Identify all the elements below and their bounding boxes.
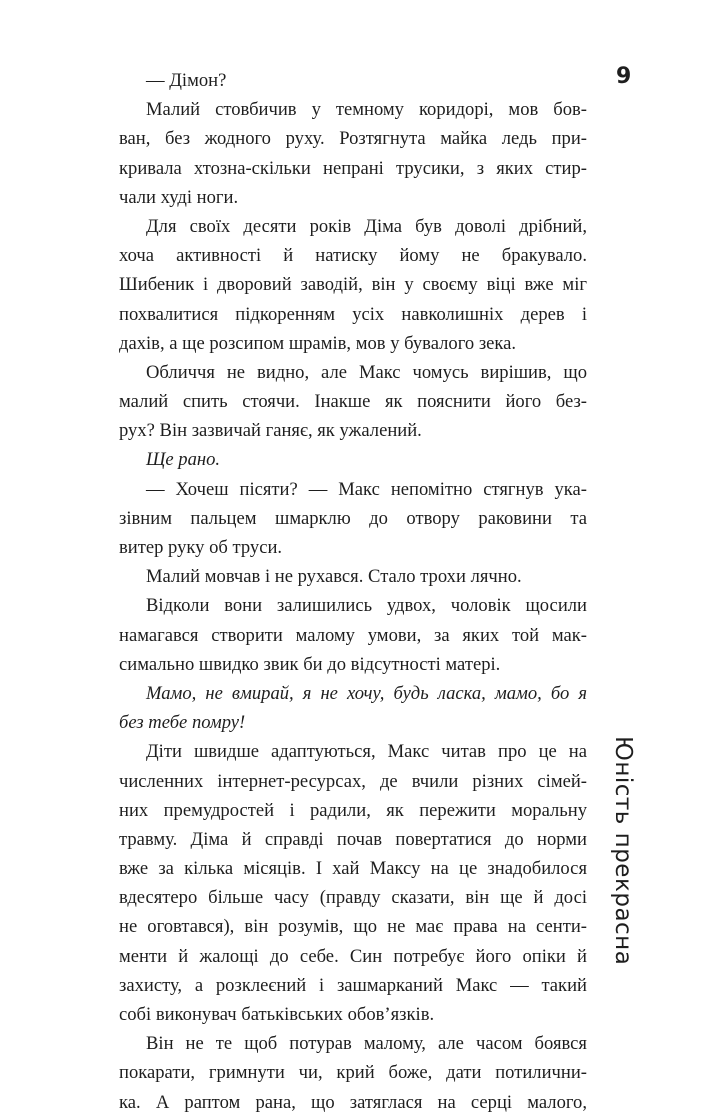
running-title xyxy=(606,736,640,966)
text-line: намагався створити малому умови, за яких той мак- xyxy=(119,624,587,646)
text-line: них премудростей і радили, як пережити моральну xyxy=(119,799,587,821)
text-line: Відколи вони залишились удвох, чоловік щосили xyxy=(146,595,587,617)
text-line: Ще рано. xyxy=(146,449,221,471)
text-line: кривала хтозна-скільки непрані трусики, з яких стир- xyxy=(119,157,587,179)
text-line: Він не те щоб потурав малому, але часом боявся xyxy=(146,1033,587,1055)
text-line: витер руку об труси. xyxy=(119,537,283,558)
text-line: травму. Діма й справді почав повертатися до норми xyxy=(119,828,587,850)
text-line: малий спить стоячи. Інакше як пояснити його без- xyxy=(119,391,587,413)
text-line: покарати, гримнути чи, крий боже, дати потилични- xyxy=(119,1062,587,1084)
text-line: менти й жалощі до себе. Син потребує його опіки й xyxy=(119,945,587,967)
text-line: хоча активності й натиску йому не бракувало. xyxy=(119,245,587,267)
text-line: дахів, а ще розсипом шрамів, мов у бувалого зека. xyxy=(119,332,517,354)
text-line: вже за кілька місяців. І хай Максу на це знадобилося xyxy=(119,858,587,880)
text-line: симально швидко звик би до відсутності матері. xyxy=(119,653,501,675)
text-line: чали худі ноги. xyxy=(119,186,239,208)
body-text xyxy=(119,66,587,1117)
text-line: зівним пальцем шмарклю до отвору раковини та xyxy=(119,507,587,529)
text-line: численних інтернет-ресурсах, де вчили різних сімей- xyxy=(119,770,587,792)
text-line: — Хочеш пісяти? — Макс непомітно стягнув ука- xyxy=(146,478,587,500)
text-line: Малий стовбичив у темному коридорі, мов бов- xyxy=(146,99,587,121)
text-line: рух? Він зазвичай ганяє, як ужалений. xyxy=(119,420,422,442)
text-line: — Дімон? xyxy=(146,70,227,91)
text-line: не оговтався), він розумів, що не має права на сенти- xyxy=(119,916,587,938)
text-line: собі виконувач батьківських обов’язків. xyxy=(119,1004,435,1025)
text-line: Для своїх десяти років Діма був доволі дрібний, xyxy=(146,215,587,237)
text-line: ка. А раптом рана, що затяглася на серці малого, xyxy=(119,1091,587,1113)
text-line: захисту, а розклеєний і зашмарканий Макс — такий xyxy=(119,974,587,996)
page-number: 9 xyxy=(616,64,632,89)
text-line: Малий мовчав і не рухався. Стало трохи лячно. xyxy=(146,566,522,588)
text-line: вдесятеро більше часу (правду сказати, він ще й досі xyxy=(119,887,587,909)
text-line: Шибеник і дворовий заводій, він у своєму віці вже міг xyxy=(119,274,587,296)
text-line: без тебе помру! xyxy=(119,712,246,734)
text-line: Діти швидше адаптуються, Макс читав про це на xyxy=(146,741,587,763)
text-line: ван, без жодного руху. Розтягнута майка ледь при- xyxy=(119,128,587,150)
text-line: Обличчя не видно, але Макс чомусь вирішив, що xyxy=(146,361,587,383)
running-title-text: Юність прекрасна xyxy=(610,736,636,966)
text-line: похвалитися підкоренням усіх навколишніх дерев і xyxy=(119,303,587,325)
text-line: Мамо, не вмирай, я не хочу, будь ласка, мамо, бо я xyxy=(146,682,587,704)
